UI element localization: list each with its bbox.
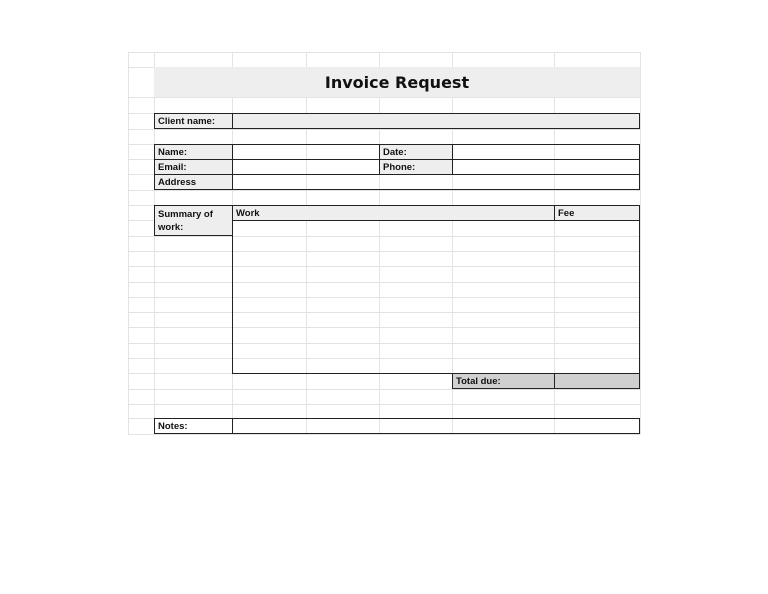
name-label: Name: xyxy=(154,144,233,160)
email-field[interactable] xyxy=(232,159,380,175)
address-label: Address xyxy=(154,174,233,190)
date-label: Date: xyxy=(379,144,453,160)
work-items-area[interactable] xyxy=(232,220,640,374)
page-title: Invoice Request xyxy=(154,67,640,97)
address-field[interactable] xyxy=(232,174,640,190)
notes-label: Notes: xyxy=(154,418,233,434)
phone-field[interactable] xyxy=(452,159,640,175)
notes-field[interactable] xyxy=(232,418,640,434)
total-due-label: Total due: xyxy=(452,373,555,389)
name-field[interactable] xyxy=(232,144,380,160)
phone-label: Phone: xyxy=(379,159,453,175)
client-name-field[interactable] xyxy=(232,113,640,129)
client-name-label: Client name: xyxy=(154,113,233,129)
fee-column-header: Fee xyxy=(554,205,640,221)
email-label: Email: xyxy=(154,159,233,175)
work-column-header: Work xyxy=(232,205,555,221)
date-field[interactable] xyxy=(452,144,640,160)
summary-of-work-label: Summary of work: xyxy=(154,205,233,236)
total-due-value[interactable] xyxy=(554,373,640,389)
